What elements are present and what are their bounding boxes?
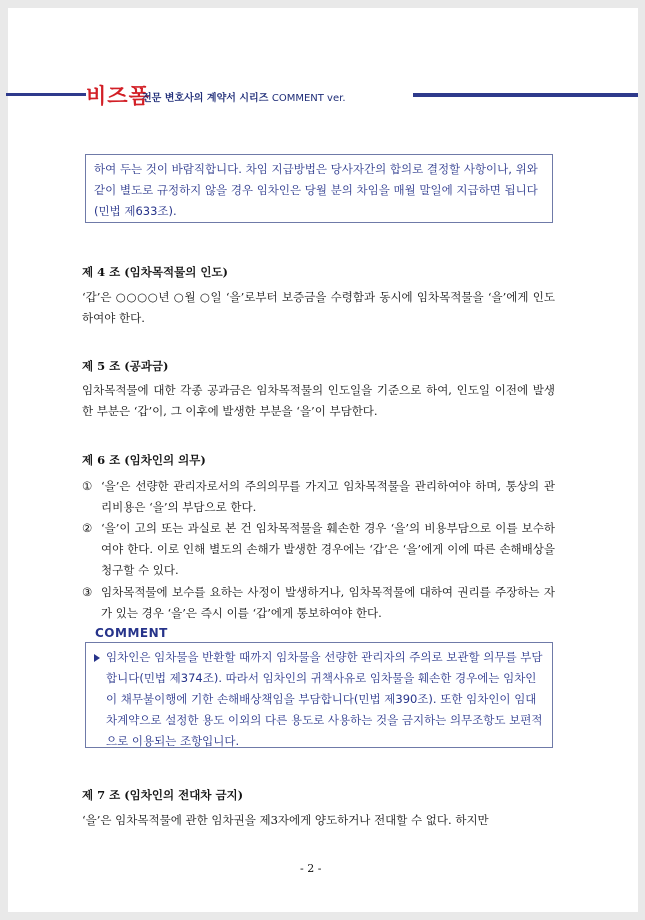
item-text: 임차목적물에 보수를 요하는 사정이 발생하거나, 임차목적물에 대하여 권리를 주장하는 자가 있는 경우 ‘을’은 즉시 이를 ‘갑’에게 통보하여야 한다.	[101, 585, 555, 620]
article-6-title: 제 6 조 (임차인의 의무)	[82, 453, 206, 467]
comment-box	[85, 642, 553, 748]
article-5-body: 임차목적물에 대한 각종 공과금은 임차목적물의 인도일을 기준으로 하여, 인도일 이전에 발생한 부분은 ‘갑’이, 그 이후에 발생한 부분을 ‘을’이 부담한다.	[82, 383, 555, 418]
header-rule-right	[413, 93, 638, 97]
series-subtitle	[142, 89, 346, 104]
article-4-body: ‘갑’은 ○○○○년 ○월 ○일 ‘을’로부터 보증금을 수령함과 동시에 임차목적물을 ‘을’에게 인도하여야 한다.	[82, 290, 555, 325]
article-5-title: 제 5 조 (공과금)	[82, 359, 169, 373]
article-6-item-1	[82, 476, 555, 518]
item-text: ‘을’은 선량한 관리자로서의 주의의무를 가지고 임차목적물을 관리하여야 하며, 통상의 관리비용은 ‘을’의 부담으로 한다.	[101, 479, 555, 514]
page-number: - 2 -	[300, 862, 322, 875]
series-title: 전문 변호사의 계약서 시리즈	[142, 93, 269, 104]
header-rule-left	[6, 93, 86, 96]
comment-text: 임차인은 임차물을 반환할 때까지 임차물을 선량한 관리자의 주의로 보관할 의무를 부담합니다(민법 제374조). 따라서 임차인의 귀책사유로 임차물을 훼손한 경우에는 임차인이 채무불이행에 기한 손해배상책임을 부담합니다(민법 제390조). 또한 임차인이 임대차계약으로 설정한 용도 이외의 다른 용도로 사용하는 것을 금지하는 의무조항도 보편적으로 이용되는 조항입니다.	[106, 650, 543, 748]
series-version: COMMENT ver.	[271, 93, 346, 104]
item-number: ②	[82, 521, 93, 535]
item-text: ‘을’이 고의 또는 과실로 본 건 임차목적물을 훼손한 경우 ‘을’의 비용부담으로 이를 보수하여야 한다. 이로 인해 별도의 손해가 발생한 경우에는 ‘갑’은 ‘을’에게 이에 따른 손해배상을 청구할 수 있다.	[101, 521, 555, 577]
note-box-top: 하여 두는 것이 바람직합니다. 차임 지급방법은 당사자간의 합의로 결정할 사항이나, 위와 같이 별도로 규정하지 않을 경우 임차인은 당월 분의 차임을 매월 말일에 지급하면 됩니다(민법 제633조).	[85, 154, 553, 223]
comment-label: COMMENT	[95, 626, 168, 640]
triangle-bullet-icon	[94, 654, 100, 662]
article-6-item-2	[82, 518, 555, 581]
brand-logo: 비즈폼	[86, 84, 150, 108]
item-number: ③	[82, 585, 93, 599]
article-7-title: 제 7 조 (임차인의 전대차 금지)	[82, 788, 244, 802]
article-7-body: ‘을’은 임차목적물에 관한 임차권을 제3자에게 양도하거나 전대할 수 없다. 하지만	[82, 813, 489, 827]
item-number: ①	[82, 479, 93, 493]
article-4-title: 제 4 조 (임차목적물의 인도)	[82, 265, 228, 279]
article-6-item-3	[82, 582, 555, 624]
